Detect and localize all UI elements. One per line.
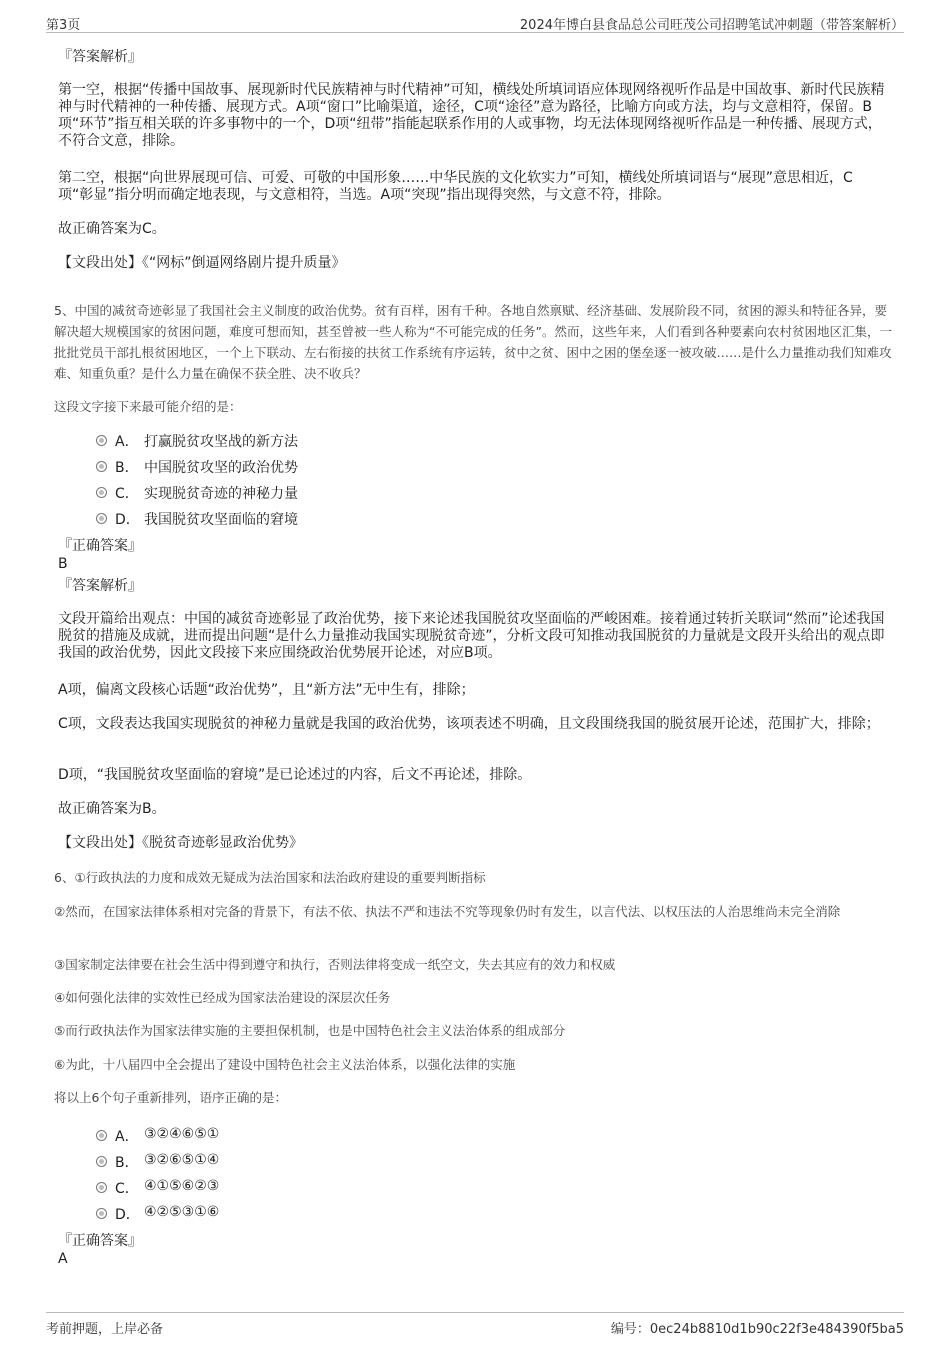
radio-icon[interactable] xyxy=(96,435,107,446)
q6-sentence-3: ③国家制定法律要在社会生活中得到遵守和执行，否则法律将变成一纸空文，失去其应有的效力和权威 xyxy=(54,957,616,972)
page-number: 第3页 xyxy=(46,18,81,33)
q4-analysis-paragraph-2: 第二空，根据“向世界展现可信、可爱、可敬的中国形象……中华民族的文化软实力”可知，横线处所填词语与“展现”意思相近，C项“彰显”指分明而确定地表现，与文意相符，当选。A项“突现”指出现得突然，与文意不符，排除。 xyxy=(58,170,853,203)
q6-sentence-2: ②然而，在国家法律体系相对完备的背景下，有法不依、执法不严和违法不究等现象仍时有发生，以言代法、以权压法的人治思维尚未完全消除 xyxy=(54,904,841,919)
q5-question: 这段文字接下来最可能介绍的是： xyxy=(54,399,242,414)
q5-analysis-option-c: C项，文段表达我国实现脱贫的神秘力量就是我国的政治优势，该项表述不明确，且文段围绕我国的脱贫展开论述，范围扩大，排除； xyxy=(58,716,880,732)
q4-analysis-paragraph-1: 第一空，根据“传播中国故事、展现新时代民族精神与时代精神”可知，横线处所填词语应体现网络视听作品是中国故事、新时代民族精神与时代精神的一种传播、展现方式。A项“窗口”比喻渠道，途径，C项“途径”意为路径，比喻方向或方法，均与文意相符，保留。B项“环节”指互相关联的许多事物中的一个，D项“纽带”指能起联系作用的人或事物，均无法体现网络视听作品是一种传播、展现方式，不符合文意，排除。 xyxy=(58,82,885,149)
document-body: 『答案解析』 第一空，根据“传播中国故事、展现新时代民族精神与时代精神”可知，横线处所填词语应体现网络视听作品是中国故事、新时代民族精神与时代精神的一种传播、展现方式。A项“窗口”比喻渠道，途径，C项“途径”意为路径，比喻方向或方法，均与文意相符，保留。B项“环节”指互相关联的许多事物中的一个，D项“纽带”指能起联系作用的人或事物，均无法体现网络视听作品是一种传播、展现方式，不符合文意，排除。 第二空，根据“向世界展现可信、可爱、可敬的中国形象……中华民族的文化软实力”可知，横线处所填词语与“展现”意思相近，C项“彰显”指分明而确定地表现，与文意相符，当选。A项“突现”指出现得突然，与文意不符，排除。 故正确答案为C。 【文段出处】《“网标”倒逼网络剧片提升质量》 5、中国的减贫奇迹彰显了我国社会主义制度的政治优势。贫有百样，困有千种。各地自然禀赋、经济基础、发展阶段不同，贫困的源头和特征各异，要解决超大规模国家的贫困问题，难度可想而知，甚至曾被一些人称为“不可能完成的任务”。然而，这些年来，人们看到各种要素向农村贫困地区汇集，一批批党员干部扎根贫困地区，一个上下联动、左右衔接的扶贫工作系统有序运转，贫中之贫、困中之困的堡垒逐一被攻破……是什么力量推动我们知难攻难、知重负重？是什么力量在确保不获全胜、决不收兵？ 这段文字接下来最可能介绍的是： A． 打赢脱贫攻坚战的新方法 B． 中国脱贫攻坚的政治优势 C． 实现脱贫奇迹的神秘力量 D． 我国脱贫攻坚面临的窘境 『正确答案』 B 『答案解析』 文段开篇给出观点：中国的减贫奇迹彰显了政治优势，接下来论述我国脱贫攻坚面临的严峻困难。接着通过转折关联词“然而”论述我国脱贫的措施及成就，进而提出问题“是什么力量推动我国实现脱贫奇迹”，分析文段可知推动我国脱贫的力量就是文段开头给出的观点即我国的政治优势，因此文段接下来应围绕政治优势展开论述，对应B项。 A项，偏离文段核心话题“政治优势”，且“新方法”无中生有，排除； C项，文段表达我国实现脱贫的神秘力量就是我国的政治优势，该项表述不明确，且文段围绕我国的脱贫展开论述，范围扩大，排除； D项，“我国脱贫攻坚面临的窘境”是已论述过的内容，后文不再论述，排除。 故正确答案为B。 【文段出处】《脱贫奇迹彰显政治优势》 6、①行政执法的力度和成效无疑成为法治国家和法治政府建设的重要判断指标 ②然而，在国家法律体系相对完备的背景下，有法不依、执法不严和违法不究等现象仍时有发生，以言代法、以权压法的人治思维尚未完全消除 ③国家制定法律要在社会生活中得到遵守和执行，否则法律将变成一纸空文，失去其应有的效力和权威 ④如何强化法律的实效性已经成为国家法治建设的深层次任务 ⑤而行政执法作为国家法律实施的主要担保机制，也是中国特色社会主义法治体系的组成部分 ⑥为此，十八届四中全会提出了建设中国特色社会主义法治体系，以强化法律的实施 将以上6个句子重新排列，语序正确的是： A． ③②④⑥⑤① B． ③②⑥⑤①④ C． ④①⑤⑥②③ D． ④②⑤③①⑥ 『正确答案』 A xyxy=(0,0,950,1345)
radio-icon[interactable] xyxy=(96,1182,107,1193)
q5-analysis-heading: 『答案解析』 xyxy=(58,578,142,594)
radio-icon[interactable] xyxy=(96,1208,107,1219)
q5-answer-heading: 『正确答案』 xyxy=(58,538,142,554)
radio-icon[interactable] xyxy=(96,487,107,498)
document-title: 2024年博白县食品总公司旺茂公司招聘笔试冲刺题（带答案解析） xyxy=(519,18,904,33)
q4-conclusion: 故正确答案为C。 xyxy=(58,221,166,237)
q5-analysis-paragraph-1: 文段开篇给出观点：中国的减贫奇迹彰显了政治优势，接下来论述我国脱贫攻坚面临的严峻困难。接着通过转折关联词“然而”论述我国脱贫的措施及成就，进而提出问题“是什么力量推动我国实现脱贫奇迹”，分析文段可知推动我国脱贫的力量就是文段开头给出的观点即我国的政治优势，因此文段接下来应围绕政治优势展开论述，对应B项。 xyxy=(58,611,885,661)
radio-icon[interactable] xyxy=(96,513,107,524)
q5-stem: 5、中国的减贫奇迹彰显了我国社会主义制度的政治优势。贫有百样，困有千种。各地自然禀赋、经济基础、发展阶段不同，贫困的源头和特征各异，要解决超大规模国家的贫困问题，难度可想而知，甚至曾被一些人称为“不可能完成的任务”。然而，这些年来，人们看到各种要素向农村贫困地区汇集，一批批党员干部扎根贫困地区，一个上下联动、左右衔接的扶贫工作系统有序运转，贫中之贫、困中之困的堡垒逐一被攻破……是什么力量推动我们知难攻难、知重负重？是什么力量在确保不获全胜、决不收兵？ xyxy=(54,303,892,381)
q5-answer: B xyxy=(58,556,68,572)
q5-conclusion: 故正确答案为B。 xyxy=(58,801,166,817)
q6-answer: A xyxy=(58,1251,68,1267)
q6-sentence-6: ⑥为此，十八届四中全会提出了建设中国特色社会主义法治体系，以强化法律的实施 xyxy=(54,1057,516,1072)
q5-analysis-option-a: A项，偏离文段核心话题“政治优势”，且“新方法”无中生有，排除； xyxy=(58,682,475,698)
q6-sentence-1: 6、①行政执法的力度和成效无疑成为法治国家和法治政府建设的重要判断指标 xyxy=(54,870,486,885)
q4-analysis-heading: 『答案解析』 xyxy=(58,49,142,65)
document-code: 编号：0ec24b8810d1b90c22f3e484390f5ba5 xyxy=(610,1322,904,1337)
radio-icon[interactable] xyxy=(96,461,107,472)
q6-sentence-4: ④如何强化法律的实效性已经成为国家法治建设的深层次任务 xyxy=(54,990,391,1005)
footer-slogan: 考前押题，上岸必备 xyxy=(46,1322,164,1337)
q6-question: 将以上6个句子重新排列，语序正确的是： xyxy=(54,1090,287,1105)
q6-sentence-5: ⑤而行政执法作为国家法律实施的主要担保机制，也是中国特色社会主义法治体系的组成部分 xyxy=(54,1023,566,1038)
radio-icon[interactable] xyxy=(96,1156,107,1167)
q5-analysis-option-d: D项，“我国脱贫攻坚面临的窘境”是已论述过的内容，后文不再论述，排除。 xyxy=(58,767,532,783)
q6-answer-heading: 『正确答案』 xyxy=(58,1233,142,1249)
q4-source: 【文段出处】《“网标”倒逼网络剧片提升质量》 xyxy=(58,255,346,271)
radio-icon[interactable] xyxy=(96,1130,107,1141)
q5-source: 【文段出处】《脱贫奇迹彰显政治优势》 xyxy=(58,835,303,851)
page-footer xyxy=(46,1312,904,1339)
